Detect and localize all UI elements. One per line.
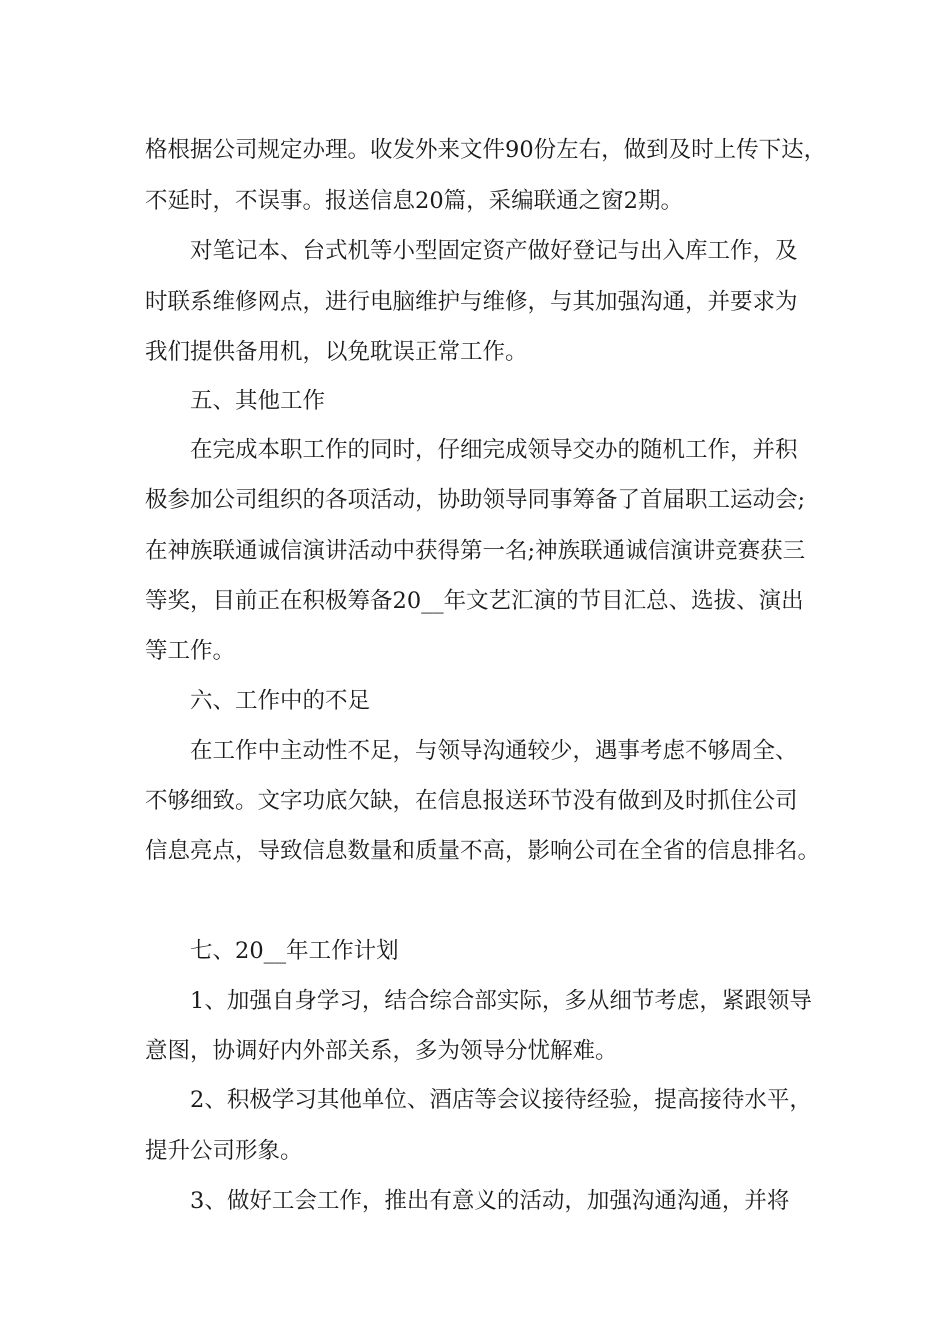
text-line: 意图，协调好内外部关系，多为领导分忧解难。 (145, 1038, 618, 1064)
text-line: 在完成本职工作的同时，仔细完成领导交办的随机工作，并积 (190, 437, 798, 463)
text-line: 在工作中主动性不足，与领导沟通较少，遇事考虑不够周全、 (190, 738, 798, 764)
section-heading: 六、工作中的不足 (190, 688, 371, 714)
text-line: 1、加强自身学习，结合综合部实际，多从细节考虑，紧跟领导 (190, 988, 812, 1014)
text-line: 提升公司形象。 (145, 1138, 303, 1164)
text-line: 格根据公司规定办理。收发外来文件90份左右，做到及时上传下达， (145, 137, 827, 163)
text-line: 对笔记本、台式机等小型固定资产做好登记与出入库工作，及 (190, 238, 798, 264)
text-line: 2、积极学习其他单位、酒店等会议接待经验，提高接待水平， (190, 1087, 812, 1113)
text-line: 在神族联通诚信演讲活动中获得第一名;神族联通诚信演讲竞赛获三 (145, 538, 806, 564)
text-line: 3、做好工会工作，推出有意义的活动，加强沟通沟通，并将 (190, 1188, 790, 1214)
section-heading: 五、其他工作 (190, 388, 326, 414)
text-line: 不延时，不误事。报送信息20篇，采编联通之窗2期。 (145, 188, 683, 214)
text-line: 等奖，目前正在积极筹备20__年文艺汇演的节目汇总、选拔、演出 (145, 588, 804, 614)
text-line: 时联系维修网点，进行电脑维护与维修，与其加强沟通，并要求为 (145, 289, 798, 315)
text-line: 等工作。 (145, 638, 236, 664)
text-line: 我们提供备用机，以免耽误正常工作。 (145, 339, 528, 365)
text-line: 信息亮点，导致信息数量和质量不高，影响公司在全省的信息排名。 (145, 838, 821, 864)
text-line: 不够细致。文字功底欠缺，在信息报送环节没有做到及时抓住公司 (145, 788, 798, 814)
section-heading: 七、20__年工作计划 (190, 938, 399, 964)
text-line: 极参加公司组织的各项活动，协助领导同事筹备了首届职工运动会; (145, 487, 806, 513)
